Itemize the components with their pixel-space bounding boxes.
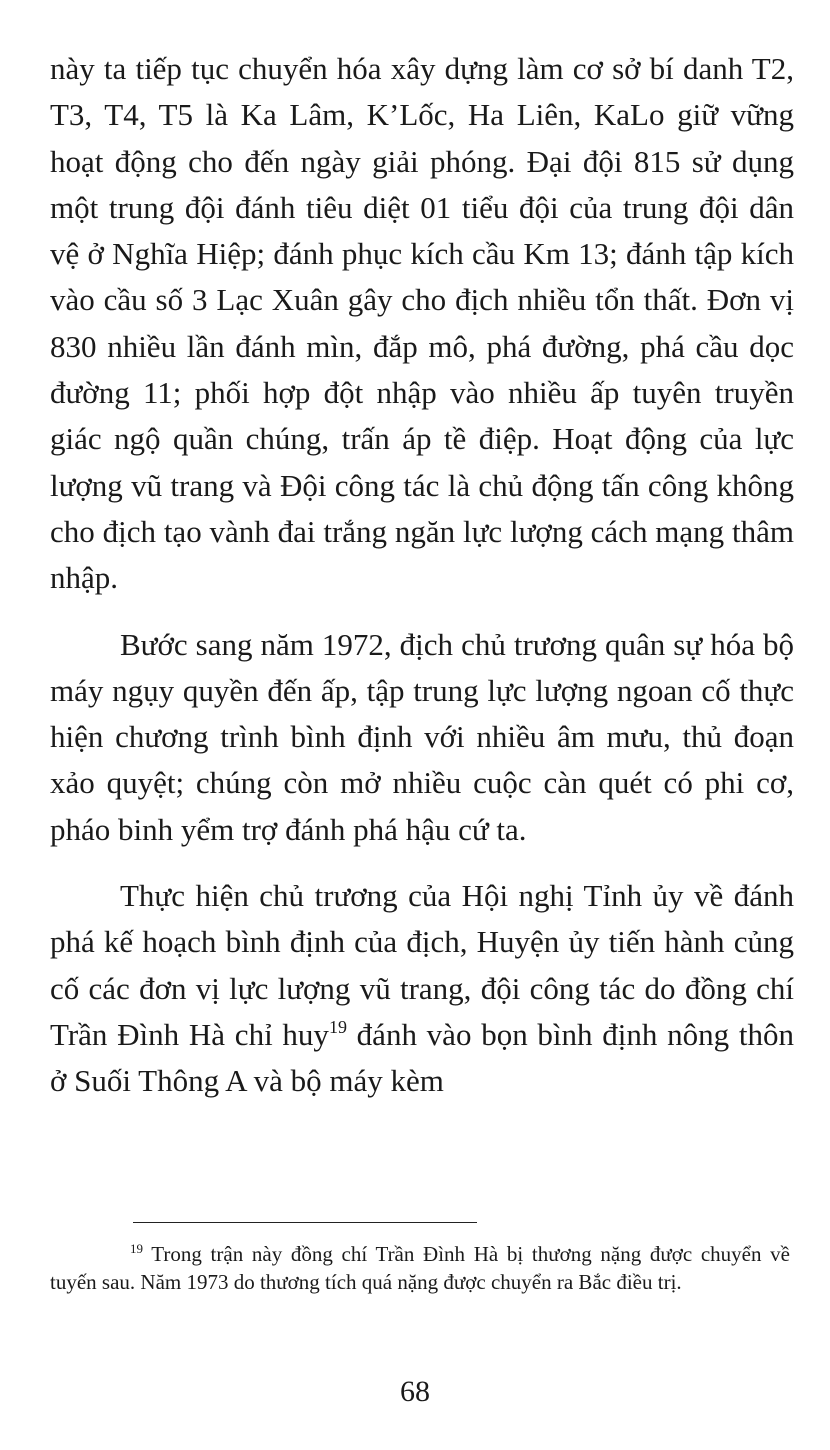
paragraph-3 [50,873,794,1104]
footnote-text: Trong trận này đồng chí Trần Đình Hà bị thương nặng được chuyển về tuyến sau. Năm 1973 do thương tích quá nặng được chuyển ra Bắc điều trị. [50,1242,790,1294]
footnote [50,1240,790,1296]
paragraph-2: Bước sang năm 1972, địch chủ trương quân sự hóa bộ máy ngụy quyền đến ấp, tập trung lực lượng ngoan cố thực hiện chương trình bình định với nhiều âm mưu, thủ đoạn xảo quyệt; chúng còn mở nhiều cuộc càn quét có phi cơ, pháo binh yểm trợ đánh phá hậu cứ ta. [50,626,794,847]
body-text [50,46,794,1105]
footnote-number: 19 [130,1241,143,1256]
footnote-reference: 19 [328,1016,347,1037]
paragraph-3-text-after-ref: đánh vào bọn bình định nông thôn ở Suối Thông A và bộ máy kèm [50,1016,795,1099]
paragraph-3-text-before-ref: Thực hiện chủ trương của Hội nghị Tỉnh ủy về đánh phá kế hoạch bình định của địch, Huyện ủy tiến hành củng cố các đơn vị lực lượng vũ trang, đội công tác do đồng chí Trần Đình Hà chỉ huy [50,878,794,1052]
footnote-separator [133,1222,477,1223]
page-number: 68 [400,1375,430,1408]
paragraph-1: này ta tiếp tục chuyển hóa xây dựng làm cơ sở bí danh T2, T3, T4, T5 là Ka Lâm, K’Lốc, Ha Liên, KaLo giữ vững hoạt động cho đến ngày giải phóng. Đại đội 815 sử dụng một trung đội đánh tiêu diệt 01 tiểu đội của trung đội dân vệ ở Nghĩa Hiệp; đánh phục kích cầu Km 13; đánh tập kích vào cầu số 3 Lạc Xuân gây cho địch nhiều tổn thất. Đơn vị 830 nhiều lần đánh mìn, đắp mô, phá đường, phá cầu dọc đường 11; phối hợp đột nhập vào nhiều ấp tuyên truyền giác ngộ quần chúng, trấn áp tề điệp. Hoạt động của lực lượng vũ trang và Đội công tác là chủ động tấn công không cho địch tạo vành đai trắng ngăn lực lượng cách mạng thâm nhập. [50,51,794,596]
